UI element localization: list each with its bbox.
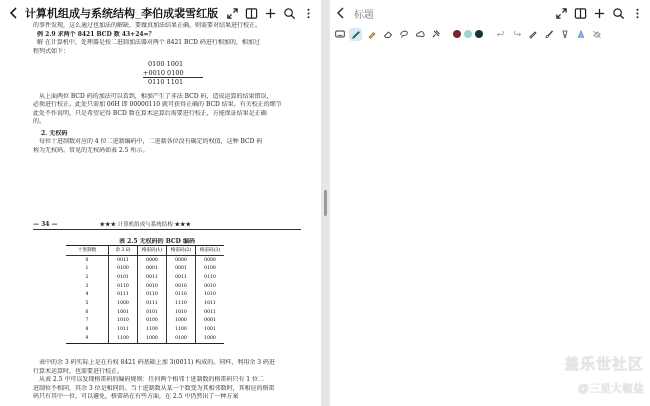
table-cell: 3 <box>85 283 89 289</box>
body-text: 的事件发现，这么通过也加法的解缺，要做真加法结果正确，则需要对结果进行校正。 <box>33 22 262 29</box>
body-text: 从表 2.5 中可以发现格雷码的编码规则：任何两个相邻十进制数的格雷码只有 1 位二 <box>39 376 264 383</box>
add-icon[interactable] <box>263 6 277 20</box>
table-cell: 6 <box>85 309 89 315</box>
body-text: 表中的余 3 码实际上是在有权 8421 码基础上加 3(0011) 构成的。同样，利用余 3 码进 <box>39 359 275 366</box>
lasso-icon[interactable] <box>397 28 410 41</box>
table-cell: 1001 <box>196 325 225 334</box>
expand-icon[interactable] <box>225 6 239 20</box>
bcd-table <box>66 245 224 344</box>
table-row <box>66 334 224 343</box>
table-cell: 0101 <box>109 273 138 282</box>
highlighter-icon[interactable] <box>365 28 378 41</box>
divider-handle[interactable] <box>324 190 327 216</box>
notes-top-bar <box>330 0 650 26</box>
table-cell: 1100 <box>109 334 138 343</box>
table-cell: 0100 <box>167 334 196 343</box>
table-cell: 1100 <box>138 325 167 334</box>
running-head: 计算机组成与系统结构 <box>117 222 173 228</box>
table-cell: 0110 <box>196 273 225 282</box>
table-cell: 4 <box>85 292 89 298</box>
back-icon[interactable] <box>5 5 21 21</box>
table-cell: 0011 <box>196 308 225 317</box>
body-text: 此处不作说明，只是希望记得 BCD 数在算术运算后需要进行校正，方能保证结果是正确 <box>33 109 267 117</box>
table-cell: 0111 <box>138 299 167 308</box>
table-cell: 0111 <box>109 290 138 299</box>
table-cell: 0000 <box>196 255 225 264</box>
table-cell: 8 <box>85 327 89 333</box>
table-row <box>66 325 224 334</box>
body-text: 称为无权码。常见的无权码如表 2.5 所示。 <box>33 146 149 154</box>
table-cell: 1 <box>85 266 89 272</box>
pin-icon[interactable] <box>429 28 442 41</box>
table-cell: 0100 <box>138 317 167 326</box>
table-row <box>66 308 224 317</box>
body-text: 的。 <box>33 118 46 125</box>
table-cell: 0001 <box>138 264 167 273</box>
watermark-text: 盖乐世社区 <box>563 356 644 373</box>
brush-icon[interactable] <box>542 28 555 41</box>
document-page <box>0 22 321 187</box>
eraser-icon[interactable] <box>381 28 394 41</box>
page-header: — 34 — ★★★ 计算机组成与系统结构 ★★★ <box>33 219 301 230</box>
pen-icon[interactable] <box>349 28 362 41</box>
table-cell: 7 <box>85 318 89 324</box>
table-cell: 9 <box>85 335 89 341</box>
table-cell: 1100 <box>167 325 196 334</box>
table-caption: 表 2.5 无权码的 BCD 编码 <box>119 238 195 245</box>
add-icon[interactable] <box>592 6 606 20</box>
body-text: 码只有其中一位，可以避免，格雷码在有些方面，在 2.5 中仍然出了一种方案 <box>33 393 239 400</box>
table-cell: 1110 <box>167 299 196 308</box>
search-icon[interactable] <box>611 6 625 20</box>
table-cell: 0000 <box>167 255 196 264</box>
table-cell: 1010 <box>196 290 225 299</box>
calc-line: 0110 1101 <box>148 78 184 86</box>
table-cell: 1010 <box>109 317 138 326</box>
document-title: 计算机组成与系统结构_李伯成裴雪红版 <box>25 8 219 20</box>
color-swatch-3[interactable] <box>475 30 483 38</box>
pen-tip-icon[interactable] <box>526 28 539 41</box>
color-swatch-1[interactable] <box>453 30 461 38</box>
watermark-handle: @三星大椒盐 <box>577 383 644 395</box>
table-cell: 2 <box>85 274 89 280</box>
table-cell: 1001 <box>109 308 138 317</box>
redo-icon[interactable] <box>510 28 523 41</box>
table-row <box>66 264 224 273</box>
example-heading: 例 2.9 求两个 8421 BCD 数 43+24=？ <box>37 30 155 38</box>
table-cell: 0100 <box>109 264 138 273</box>
back-icon[interactable] <box>336 6 348 20</box>
table-cell: 1011 <box>196 299 225 308</box>
table-cell: 0100 <box>196 264 225 273</box>
table-row <box>66 317 224 326</box>
more-icon[interactable] <box>301 6 315 20</box>
table-cell: 1000 <box>167 317 196 326</box>
table-cell: 0000 <box>138 255 167 264</box>
body-text: 行算术运算时，也需要进行校正。 <box>33 367 124 375</box>
table-row <box>66 255 224 264</box>
table-row <box>66 299 224 308</box>
table-cell: 0101 <box>138 308 167 317</box>
split-divider[interactable] <box>321 0 330 406</box>
body-text: 解 在计算机中，处理器是按二进制加法器对两个 8421 BCD 码进行相加的，相加过 <box>37 39 260 46</box>
keyboard-icon[interactable] <box>333 28 346 41</box>
body-text: 每位十进制数对应的 4 位二进制编码中，二进制各位没有确定的权值，这种 BCD 码 <box>39 138 263 145</box>
table-cell: 0110 <box>109 282 138 291</box>
drawing-toolbar <box>330 26 650 42</box>
table-header-cell: 十进制数 <box>66 246 109 255</box>
pdf-reader-pane <box>0 0 321 406</box>
expand-icon[interactable] <box>554 6 568 20</box>
table-cell: 1000 <box>138 334 167 343</box>
table-row <box>66 282 224 291</box>
table-cell: 0011 <box>109 255 138 264</box>
table-cell: 0011 <box>138 273 167 282</box>
table-cell: 1011 <box>109 325 138 334</box>
marker-icon[interactable] <box>558 28 571 41</box>
more-icon[interactable] <box>630 6 644 20</box>
body-text: 程列式如下： <box>33 47 70 55</box>
table-cell: 0011 <box>167 273 196 282</box>
search-icon[interactable] <box>282 6 296 20</box>
table-cell: 0010 <box>138 282 167 291</box>
table-row <box>66 273 224 282</box>
table-header-cell: 格雷码(2) <box>167 246 196 255</box>
body-text: 必须进行校正。此处只需加 06H 即 00000110 就可获得正确的 BCD 结果。有关校正的细节 <box>33 101 282 108</box>
body-text: 从上面两位 BCD 码的加法可以看到，相加产生了非法 BCD 码，造成运算的结果错误， <box>39 92 273 100</box>
table-cell: 0001 <box>167 264 196 273</box>
fill-icon[interactable] <box>574 28 587 41</box>
undo-icon[interactable] <box>494 28 507 41</box>
color-swatch-2[interactable] <box>464 30 472 38</box>
table-header-cell: 余 3 码 <box>109 246 138 255</box>
table-cell: 0 <box>85 257 89 263</box>
body-text: 进制位不相同，其余 3 位是相同的。当十进制数从某一个数变为其相邻数时，其相应的格雷 <box>33 384 275 392</box>
table-cell: 1000 <box>196 334 225 343</box>
table-row <box>66 290 224 299</box>
section-heading: 2. 无权码 <box>41 129 68 137</box>
document-page-bottom <box>0 359 321 406</box>
split-view-icon[interactable] <box>244 6 258 20</box>
table-cell: 1010 <box>167 308 196 317</box>
notes-pane <box>330 0 650 406</box>
table-header-cell: 格雷码(3) <box>196 246 225 255</box>
table-cell: 0110 <box>167 290 196 299</box>
page-number: — 34 — <box>33 220 58 228</box>
table-header-cell: 格雷码(1) <box>138 246 167 255</box>
table-cell: 1000 <box>109 299 138 308</box>
table-cell: 0110 <box>138 290 167 299</box>
table-cell: 0001 <box>196 317 225 326</box>
shape-icon[interactable] <box>413 28 426 41</box>
note-title-field[interactable]: 标题 <box>354 9 374 21</box>
table-cell: 0010 <box>196 282 225 291</box>
table-cell: 0010 <box>167 282 196 291</box>
eraser-small-icon[interactable] <box>590 28 603 41</box>
calc-line: +0010 0100 <box>143 69 203 79</box>
calc-line: 0100 1001 <box>148 60 184 68</box>
table-cell: 5 <box>85 300 89 306</box>
split-view-icon[interactable] <box>573 6 587 20</box>
